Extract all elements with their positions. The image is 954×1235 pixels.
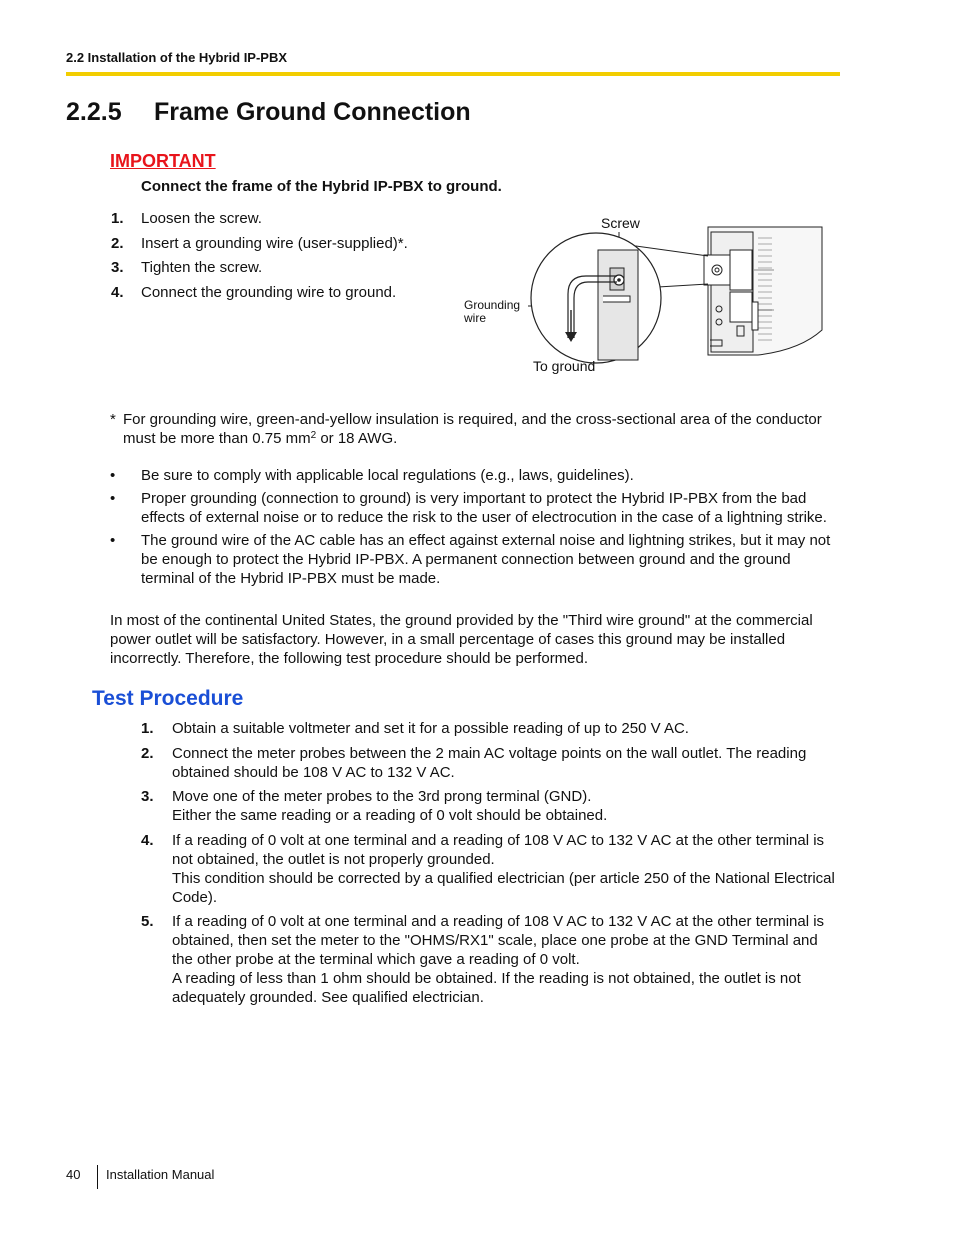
step-text: If a reading of 0 volt at one terminal and a reading of 108 V AC to 132 V AC at the other terminal is not obtained, the outlet is not properly grounded. <box>172 831 825 868</box>
bullet-item <box>110 531 845 588</box>
important-text: Connect the frame of the Hybrid IP-PBX to ground. <box>141 178 502 195</box>
install-step <box>110 258 440 283</box>
page-number: 40 <box>66 1167 81 1182</box>
install-step <box>110 234 440 259</box>
step-text: Connect the meter probes between the 2 main AC voltage points on the wall outlet. The reading obtained should be 108 V AC to 132 V AC. <box>172 744 807 781</box>
running-header: 2.2 Installation of the Hybrid IP-PBX <box>66 50 288 65</box>
test-step <box>141 744 841 782</box>
bullet-dot: • <box>110 490 116 507</box>
footnote <box>110 410 850 448</box>
bullet-list <box>110 466 845 592</box>
header-rule <box>66 72 840 76</box>
footer-divider <box>97 1165 98 1189</box>
bullet-item <box>110 466 845 485</box>
test-step <box>141 787 841 825</box>
grounding-wire-label <box>464 299 520 325</box>
grounding-illustration <box>460 210 830 380</box>
step-text: Connect the grounding wire to ground. <box>141 283 397 301</box>
step-number: 3. <box>141 788 154 805</box>
bullet-text: Be sure to comply with applicable local regulations (e.g., laws, guidelines). <box>141 467 634 484</box>
step-text: Either the same reading or a reading of 0 volt should be obtained. <box>172 807 608 824</box>
important-label: IMPORTANT <box>110 151 216 171</box>
install-step <box>110 283 440 308</box>
screw-label: Screw <box>601 215 640 231</box>
step-text: Tighten the screw. <box>141 259 263 276</box>
pbx-unit-drawing <box>704 227 822 355</box>
footnote-text-main: For grounding wire, green-and-yellow insulation is required, and the cross-sectional area of the conductor must be more than 0.75 mm <box>123 411 822 447</box>
bullet-dot: • <box>110 467 116 484</box>
step-text: Insert a grounding wire (user-supplied)*. <box>141 234 408 252</box>
bullet-text: The ground wire of the AC cable has an effect against external noise and lightning strikes, but it may not be enough to protect the Hybrid IP-PBX. A permanent connection between ground and the ground terminal of the Hybrid IP-PBX must be made. <box>141 532 831 587</box>
grounding-paragraph: In most of the continental United States, the ground provided by the "Third wire ground" at the commercial power outlet will be satisfactory. However, in a small percentage of cases this ground may be installed incorrectly. Therefore, the following test procedure should be performed. <box>110 612 813 667</box>
step-number: 4. <box>141 831 154 849</box>
zoom-circle <box>531 233 661 363</box>
test-step <box>141 831 841 907</box>
bullet-dot: • <box>110 532 116 549</box>
install-step <box>110 209 440 234</box>
test-procedure-title: Test Procedure <box>92 687 244 710</box>
step-text: Obtain a suitable voltmeter and set it for a possible reading of up to 250 V AC. <box>172 720 689 737</box>
test-step <box>141 719 841 738</box>
grounding-figure <box>460 210 830 380</box>
step-text: A reading of less than 1 ohm should be obtained. If the reading is not obtained, the outlet is not adequately grounded. See qualified electrician. <box>172 970 801 1006</box>
section-title-text: Frame Ground Connection <box>154 98 471 126</box>
footnote-marker: * <box>110 411 116 428</box>
step-number: 4. <box>111 283 124 301</box>
grounding-wire-label-line1: Grounding <box>464 298 521 312</box>
install-steps <box>110 209 440 307</box>
step-number: 1. <box>141 720 154 737</box>
grounding-wire-label-line2: wire <box>464 311 487 325</box>
step-text: If a reading of 0 volt at one terminal and a reading of 108 V AC to 132 V AC at the other terminal is obtained, then set the meter to the "OHMS/RX1" scale, place one probe at the GND Terminal and the other probe at the terminal which gave a reading of 0 volt. <box>172 913 825 968</box>
step-number: 2. <box>141 744 154 762</box>
test-steps <box>141 719 841 1013</box>
to-ground-label: To ground <box>533 358 596 374</box>
footnote-superscript: 2 <box>310 430 317 441</box>
test-step <box>141 912 841 1007</box>
bullet-text: Proper grounding (connection to ground) is very important to protect the Hybrid IP-PBX from the bad effects of external noise or to reduce the risk to the user of electrocution in the case of a lightning strike. <box>141 490 827 526</box>
step-text: Move one of the meter probes to the 3rd prong terminal (GND). <box>172 788 592 805</box>
footer-manual-title: Installation Manual <box>106 1167 215 1182</box>
footnote-text <box>123 410 850 448</box>
step-text: Loosen the screw. <box>141 210 262 227</box>
footnote-text-end: or 18 AWG. <box>316 430 398 447</box>
step-text: This condition should be corrected by a qualified electrician (per article 250 of the National Electrical Code). <box>172 869 835 906</box>
section-title <box>66 98 471 127</box>
step-number: 3. <box>111 259 124 276</box>
step-number: 1. <box>111 210 124 227</box>
step-number: 5. <box>141 913 154 930</box>
step-number: 2. <box>111 234 124 252</box>
bullet-item <box>110 489 845 527</box>
section-number: 2.2.5 <box>66 98 122 126</box>
